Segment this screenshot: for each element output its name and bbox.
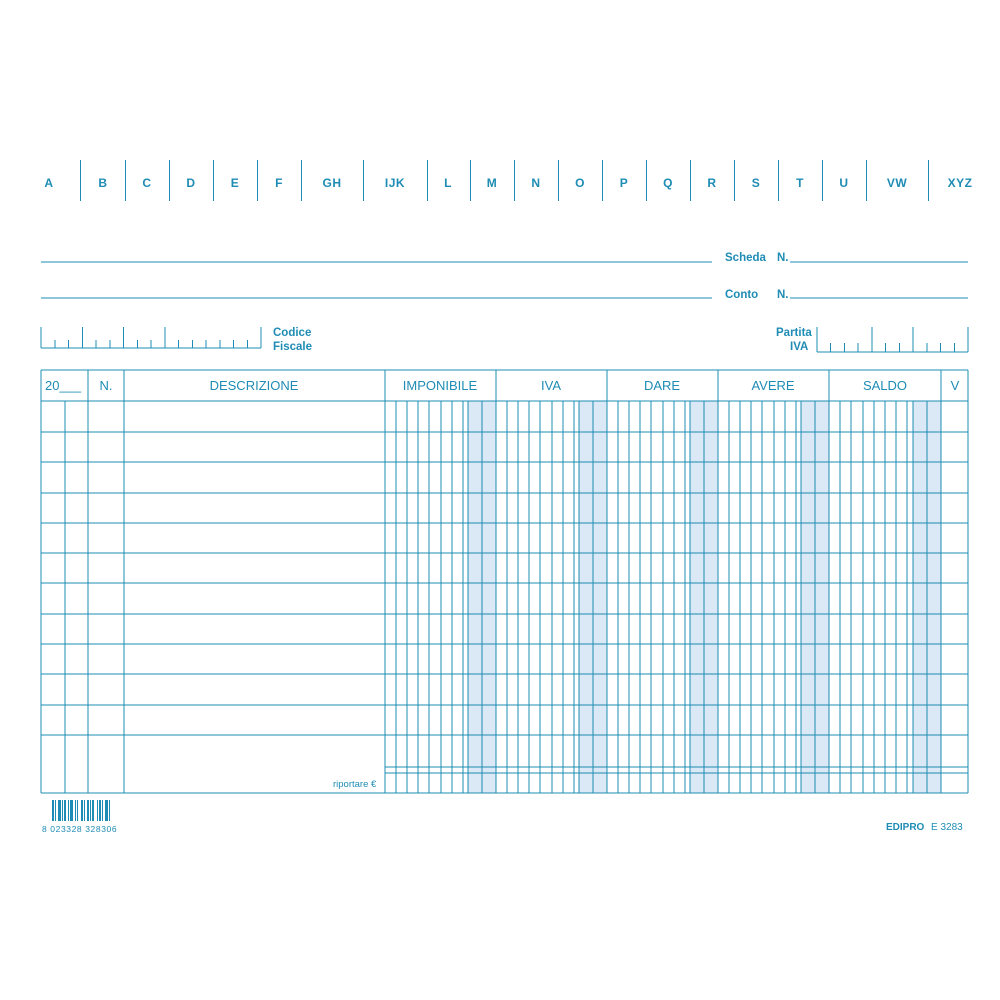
barcode-bar [90, 800, 91, 821]
index-tab-vw: VW [886, 176, 908, 190]
barcode-bar [68, 800, 69, 821]
index-tab-a: A [44, 176, 54, 190]
index-tab-q: Q [663, 176, 673, 190]
barcode-bar [64, 800, 66, 821]
index-tab-m: M [486, 176, 498, 190]
index-tab-b: B [98, 176, 108, 190]
barcode-bar [81, 800, 83, 821]
barcode-bar [70, 800, 73, 821]
barcode-bar [77, 800, 78, 821]
index-tab-s: S [751, 176, 761, 190]
iva-column-header: IVA [541, 378, 561, 393]
codice-fiscale-label-line2: Fiscale [273, 341, 312, 353]
barcode-bar [55, 800, 56, 821]
index-tab-xyz: XYZ [947, 176, 973, 190]
index-tab-n: N [531, 176, 541, 190]
saldo-column-header: SALDO [862, 378, 908, 393]
codice-fiscale-label-line1: Codice [273, 327, 312, 339]
product-code: E 3283 [931, 822, 963, 833]
year-column-header: 20___ [45, 378, 82, 393]
conto-number-label: N. [777, 289, 789, 301]
imponibile-column-header: IMPONIBILE [402, 378, 478, 393]
index-tab-r: R [707, 176, 717, 190]
barcode-bar [99, 800, 101, 821]
index-tab-t: T [796, 176, 804, 190]
scheda-label: Scheda [725, 252, 766, 264]
barcode [52, 800, 130, 821]
check-column-header: V [950, 378, 960, 393]
index-tab-p: P [619, 176, 629, 190]
barcode-bar [58, 800, 61, 821]
index-tab-ijk: IJK [384, 176, 406, 190]
barcode-bar [62, 800, 63, 821]
index-tab-l: L [444, 176, 452, 190]
index-tab-f: F [275, 176, 283, 190]
barcode-bar [97, 800, 98, 821]
number-column-header: N. [99, 378, 113, 393]
index-tab-c: C [142, 176, 152, 190]
index-tab-d: D [186, 176, 196, 190]
carry-forward-label: riportare € [333, 779, 377, 790]
barcode-bar [105, 800, 108, 821]
barcode-bar [52, 800, 54, 821]
dare-column-header: DARE [643, 378, 681, 393]
barcode-bar [84, 800, 85, 821]
barcode-bar [102, 800, 103, 821]
partita-iva-label-line2: IVA [790, 341, 809, 353]
barcode-bar [109, 800, 110, 821]
index-tab-e: E [230, 176, 240, 190]
index-tab-o: O [575, 176, 585, 190]
partita-iva-label-line1: Partita [776, 327, 812, 339]
brand-logo: EDIPRO [886, 822, 925, 833]
index-tab-gh: GH [322, 176, 342, 190]
barcode-bar [87, 800, 89, 821]
avere-column-header: AVERE [751, 378, 795, 393]
description-column-header: DESCRIZIONE [209, 378, 299, 393]
barcode-bar [75, 800, 76, 821]
index-tab-u: U [839, 176, 849, 190]
barcode-digits: 8 023328 328306 [42, 824, 118, 834]
barcode-bar [92, 800, 94, 821]
conto-label: Conto [725, 289, 759, 301]
scheda-number-label: N. [777, 252, 789, 264]
